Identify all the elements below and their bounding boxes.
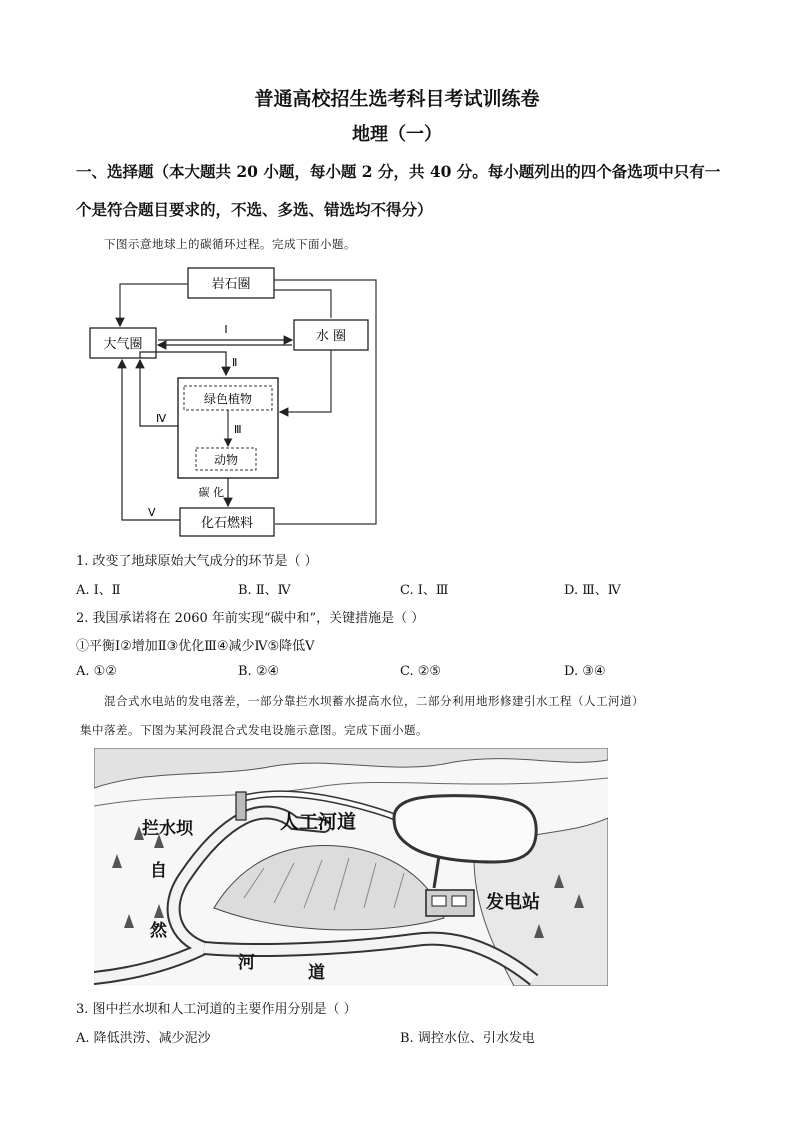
q1-option-c[interactable]: C. Ⅰ、Ⅲ [400,583,449,598]
river-char-2: 然 [150,921,167,941]
q2-option-c[interactable]: C. ②⑤ [400,664,442,679]
arrow-iv-label: Ⅳ [156,412,167,425]
intro-hydro-line2: 集中落差。下图为某河段混合式发电设施示意图。完成下面小题。 [80,723,428,737]
q2-option-b[interactable]: B. ②④ [238,664,280,679]
animals-label: 动物 [213,453,239,467]
arrow-ii-label: Ⅱ [232,356,238,369]
question-2-items: ①平衡Ⅰ②增加Ⅱ③优化Ⅲ④减少Ⅳ⑤降低Ⅴ [76,639,315,654]
plants-label: 绿色植物 [203,392,253,406]
exam-title: 普通高校招生选考科目考试训练卷 [254,88,540,110]
q3-option-b[interactable]: B. 调控水位、引水发电 [400,1031,535,1046]
question-2-stem: 2. 我国承诺将在 2060 年前实现“碳中和”，关键措施是（ ） [76,611,425,626]
question-1-stem: 1. 改变了地球原始大气成分的环节是（ ） [76,554,318,569]
section-heading-line1: 一、选择题（本大题共 20 小题，每小题 2 分，共 40 分。每小题列出的四个备选项中只有一 [76,162,721,181]
arrow-iii-label: Ⅲ [234,423,242,436]
section-heading-line2: 个是符合题目要求的，不选、多选、错选均不得分） [76,200,433,219]
dam-label: 拦水坝 [142,819,193,839]
exam-subtitle: 地理（一） [352,124,442,145]
hydrosphere-label: 水 圈 [315,329,347,344]
fossil-fuel-label: 化石燃料 [200,516,254,531]
lithosphere-label: 岩石圈 [211,277,251,292]
q2-option-a[interactable]: A. ①② [76,664,117,679]
power-station-label: 发电站 [486,892,540,913]
hydropower-diagram [94,748,608,986]
canal-label: 人工河道 [280,811,357,833]
arrow-v-label: Ⅴ [148,506,156,519]
arrow-i-label: Ⅰ [224,323,228,336]
q1-option-a[interactable]: A. Ⅰ、Ⅱ [76,583,121,598]
q1-option-b[interactable]: B. Ⅱ、Ⅳ [238,583,291,598]
river-char-3: 河 [238,953,255,973]
atmosphere-label: 大气圈 [103,337,143,352]
lithosphere-fossil-line [274,280,376,524]
q3-option-a[interactable]: A. 降低洪涝、减少泥沙 [76,1031,211,1046]
intro-carbon: 下图示意地球上的碳循环过程。完成下面小题。 [104,237,356,251]
q2-option-d[interactable]: D. ③④ [564,664,606,679]
intro-hydro-line1: 混合式水电站的发电落差，一部分靠拦水坝蓄水提高水位，二部分利用地形修建引水工程（人工河道） [104,694,644,708]
river-char-4: 道 [308,963,325,983]
carbon-cycle-diagram [80,262,400,540]
river-char-1: 自 [150,861,167,881]
carbonize-label: 碳 化 [198,486,224,499]
question-3-stem: 3. 图中拦水坝和人工河道的主要作用分别是（ ） [76,1002,357,1017]
q1-option-d[interactable]: D. Ⅲ、Ⅳ [564,583,621,598]
